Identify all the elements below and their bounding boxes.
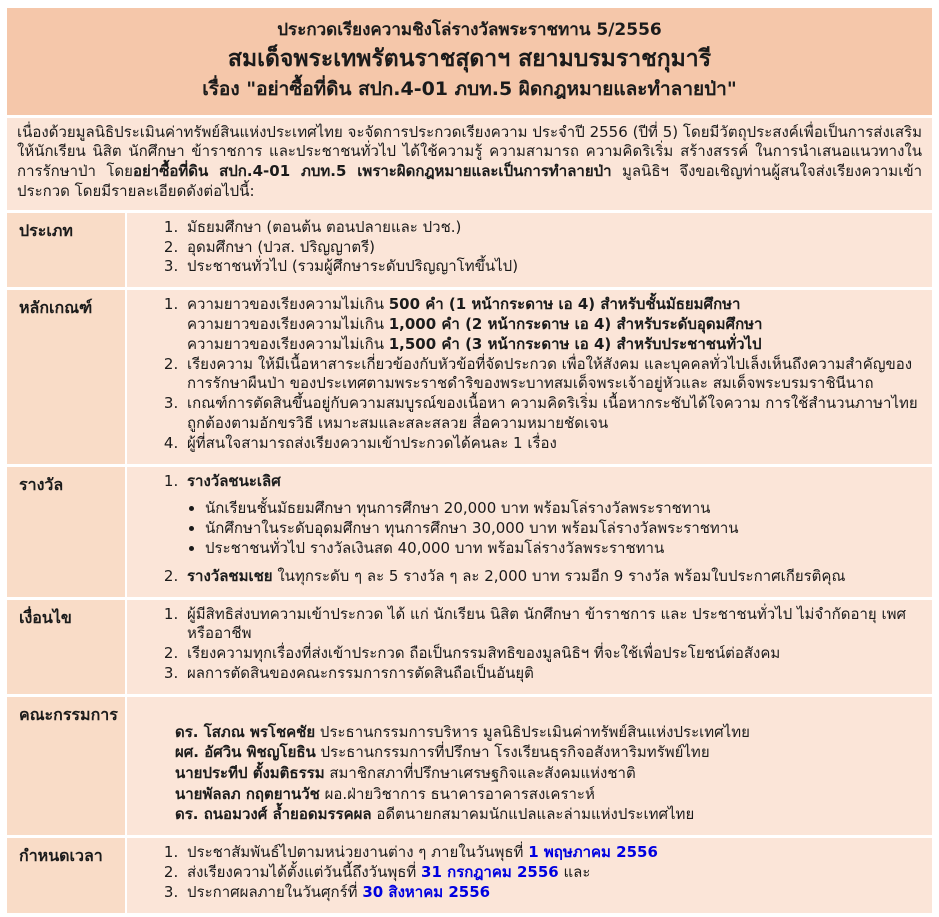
committee-member-title: ประธานกรรมการที่ปรึกษา โรงเรียนธุรกิจอสังหาริมทรัพย์ไทย bbox=[315, 743, 710, 762]
intro-text-end: มูลนิธิฯ จึงขอเชิญท่านผู้สนใจส่งเรียงความเข้าประกวด โดยมีรายละเอียดดังต่อไปนี้: bbox=[17, 162, 922, 200]
committee-member-name: ดร. โสภณ พรโชคชัย bbox=[175, 722, 316, 741]
committee-member-name: นายพัลลภ กฤตยานวัช bbox=[175, 784, 320, 803]
list-item bbox=[183, 567, 920, 587]
criteria-length-line bbox=[187, 315, 920, 335]
awards-bullet-list bbox=[127, 499, 920, 558]
section-content-type bbox=[127, 213, 932, 287]
section-label-schedule: กำหนดเวลา bbox=[7, 838, 125, 912]
committee-member bbox=[175, 804, 920, 825]
award-honorable-detail: ในทุกระดับ ๆ ละ 5 รางวัล ๆ ละ 2,000 บาท รวมอีก 9 รางวัล พร้อมใบประกาศเกียรติคุณ bbox=[272, 566, 846, 585]
list-item: 2. เรียงความทุกเรื่องที่ส่งเข้าประกวด ถือเป็นกรรมสิทธิของมูลนิธิฯ ที่จะใช้เพื่อประโยชน์ต่อสังคม bbox=[183, 644, 920, 664]
criteria-list bbox=[127, 295, 920, 453]
schedule-text: ประชาสัมพันธ์ไปตามหน่วยงานต่าง ๆ ภายในวันพุธที่ bbox=[187, 843, 529, 862]
list-item: 2. เรียงความ ให้มีเนื้อหาสาระเกี่ยวข้องกับหัวข้อที่จัดประกวด เพื่อให้สังคม และบุคคลทั่วไปเล็งเห็นถึงความสำคัญของการรักษาผืนป่า ของประเทศตามพระราชดำริของพระบาทสมเด็จพระเจ้าอยู่หัวและ สมเด็จพระบรมราชินีนาถ bbox=[183, 355, 920, 395]
schedule-text: ประกาศผลภายในวันศุกร์ที่ bbox=[187, 882, 363, 901]
awards-list-second bbox=[127, 567, 920, 587]
list-item: • นักศึกษาในระดับอุดมศึกษา ทุนการศึกษา 30,000 บาท พร้อมโล่รางวัลพระราชทาน bbox=[205, 519, 920, 539]
section-content-conditions bbox=[127, 600, 932, 694]
section-row-criteria bbox=[7, 290, 932, 463]
committee-member-name: ดร. ถนอมวงศ์ ล้ำยอดมรรคผล bbox=[175, 805, 372, 824]
schedule-text: ส่งเรียงความได้ตั้งแต่วันนี้ถึงวันพุธที่ bbox=[187, 862, 422, 881]
intro-text-bold: อย่าซื้อที่ดิน สปก.4-01 ภบท.5 เพราะผิดกฎหมายและเป็นการทำลายป่า bbox=[132, 162, 612, 181]
award-honorable-title: รางวัลชมเชย bbox=[187, 566, 273, 585]
list-item: 3. เกณฑ์การตัดสินขึ้นอยู่กับความสมบูรณ์ของเนื้อหา ความคิดริเริ่ม เนื้อหากระชับได้ใจความ การใช้สำนวนภาษาไทย ถูกต้องตามอักขรวิธี เหมาะสมและสละสลวย สื่อความหมายชัดเจน bbox=[183, 394, 920, 434]
schedule-date: 1 พฤษภาคม 2556 bbox=[528, 843, 658, 862]
list-item: 1. ผู้มีสิทธิส่งบทความเข้าประกวด ได้ แก่ นักเรียน นิสิต นักศึกษา ข้าราชการ และ ประชาชนทั่วไป ไม่จำกัดอายุ เพศหรืออาชีพ bbox=[183, 605, 920, 645]
section-content-schedule bbox=[127, 838, 932, 912]
intro-paragraph bbox=[7, 118, 932, 210]
criteria-line-bold: 500 คำ (1 หน้ากระดาษ เอ 4) สำหรับชั้นมัธยมศึกษา bbox=[388, 295, 741, 314]
committee-member-title: อดีตนายกสมาคมนักแปลและล่ามแห่งประเทศไทย bbox=[371, 805, 695, 824]
list-item: 2. อุดมศึกษา (ปวส. ปริญญาตรี) bbox=[183, 238, 920, 258]
schedule-list bbox=[127, 843, 920, 902]
committee-member bbox=[175, 742, 920, 763]
list-item bbox=[183, 472, 920, 492]
section-label-committee: คณะกรรมการ bbox=[7, 697, 125, 835]
committee-member bbox=[175, 784, 920, 805]
awards-list-first bbox=[127, 472, 920, 492]
committee-member-name: นายประทีป ตั้งมติธรรม bbox=[175, 764, 325, 783]
list-item: • นักเรียนชั้นมัธยมศึกษา ทุนการศึกษา 20,000 บาท พร้อมโล่รางวัลพระราชทาน bbox=[205, 499, 920, 519]
header-title-line2: สมเด็จพระเทพรัตนราชสุดาฯ สยามบรมราชกุมารี bbox=[227, 45, 712, 72]
section-row-conditions bbox=[7, 600, 932, 694]
announcement-header bbox=[7, 8, 932, 115]
schedule-date: 30 สิงหาคม 2556 bbox=[362, 882, 491, 901]
list-item bbox=[183, 843, 920, 863]
section-row-committee bbox=[7, 697, 932, 835]
list-item: 4. ผู้ที่สนใจสามารถส่งเรียงความเข้าประกวดได้คนละ 1 เรื่อง bbox=[183, 434, 920, 454]
list-item: • ประชาชนทั่วไป รางวัลเงินสด 40,000 บาท พร้อมโล่รางวัลพระราชทาน bbox=[205, 539, 920, 559]
schedule-date: 31 กรกฎาคม 2556 bbox=[421, 862, 559, 881]
section-label-type: ประเภท bbox=[7, 213, 125, 287]
criteria-length-line bbox=[187, 295, 920, 315]
committee-member bbox=[175, 722, 920, 743]
section-label-criteria: หลักเกณฑ์ bbox=[7, 290, 125, 463]
header-subject-line: เรื่อง "อย่าซื้อที่ดิน สปก.4-01 ภบท.5 ผิดกฎหมายและทำลายป่า" bbox=[202, 77, 737, 100]
award-first-prize-title: รางวัลชนะเลิศ bbox=[187, 471, 281, 490]
committee-member-title: ประธานกรรมการบริหาร มูลนิธิประเมินค่าทรัพย์สินแห่งประเทศไทย bbox=[315, 722, 750, 741]
section-content-criteria bbox=[127, 290, 932, 463]
list-item: 3. ผลการตัดสินของคณะกรรมการการตัดสินถือเป็นอันยุติ bbox=[183, 664, 920, 684]
criteria-line-pre: ความยาวของเรียงความไม่เกิน bbox=[187, 295, 389, 314]
section-label-awards: รางวัล bbox=[7, 467, 125, 597]
section-row-awards bbox=[7, 467, 932, 597]
list-item: 3. ประชาชนทั่วไป (รวมผู้ศึกษาระดับปริญญาโทขึ้นไป) bbox=[183, 257, 920, 277]
schedule-text: และ bbox=[558, 862, 591, 881]
criteria-line-pre: ความยาวของเรียงความไม่เกิน bbox=[187, 314, 389, 333]
intro-text-start: เนื่องด้วยมูลนิธิประเมินค่าทรัพย์สินแห่งประเทศไทย จะจัดการประกวดเรียงความ ประจำปี 2556 (ปีที่ 5) โดยมีวัตถุประสงค์เพื่อเป็นการส่งเสริมให้นักเรียน นิสิต นักศึกษา ข้าราชการ และประชาชนทั่วไป ได้ใช้ความรู้ ความสามารถ ความคิดริเริ่ม สร้างสรรค์ ในการนำเสนอแนวทางในการรักษาป่า โดย bbox=[17, 122, 922, 181]
criteria-line-bold: 1,500 คำ (3 หน้ากระดาษ เอ 4) สำหรับประชาชนทั่วไป bbox=[388, 334, 762, 353]
committee-member-title: ผอ.ฝ่ายวิชาการ ธนาคารอาคารสงเคราะห์ bbox=[319, 784, 595, 803]
section-row-type bbox=[7, 213, 932, 287]
section-row-schedule bbox=[7, 838, 932, 912]
criteria-line-bold: 1,000 คำ (2 หน้ากระดาษ เอ 4) สำหรับระดับอุดมศึกษา bbox=[388, 314, 763, 333]
criteria-length-line bbox=[187, 335, 920, 355]
header-title-line1: ประกวดเรียงความชิงโล่รางวัลพระราชทาน 5/2556 bbox=[277, 20, 662, 40]
section-label-conditions: เงื่อนไข bbox=[7, 600, 125, 694]
committee-list bbox=[127, 702, 920, 825]
section-content-awards bbox=[127, 467, 932, 597]
committee-member-title: สมาชิกสภาที่ปรึกษาเศรษฐกิจและสังคมแห่งชาติ bbox=[324, 764, 636, 783]
type-list bbox=[127, 218, 920, 277]
section-content-committee bbox=[127, 697, 932, 835]
committee-member bbox=[175, 763, 920, 784]
list-item bbox=[183, 295, 920, 354]
committee-member-name: ผศ. อัศวิน พิชญโยธิน bbox=[175, 743, 316, 762]
list-item: 1. มัธยมศึกษา (ตอนต้น ตอนปลายและ ปวช.) bbox=[183, 218, 920, 238]
criteria-line-pre: ความยาวของเรียงความไม่เกิน bbox=[187, 334, 389, 353]
list-item bbox=[183, 883, 920, 903]
conditions-list bbox=[127, 605, 920, 684]
list-item bbox=[183, 863, 920, 883]
